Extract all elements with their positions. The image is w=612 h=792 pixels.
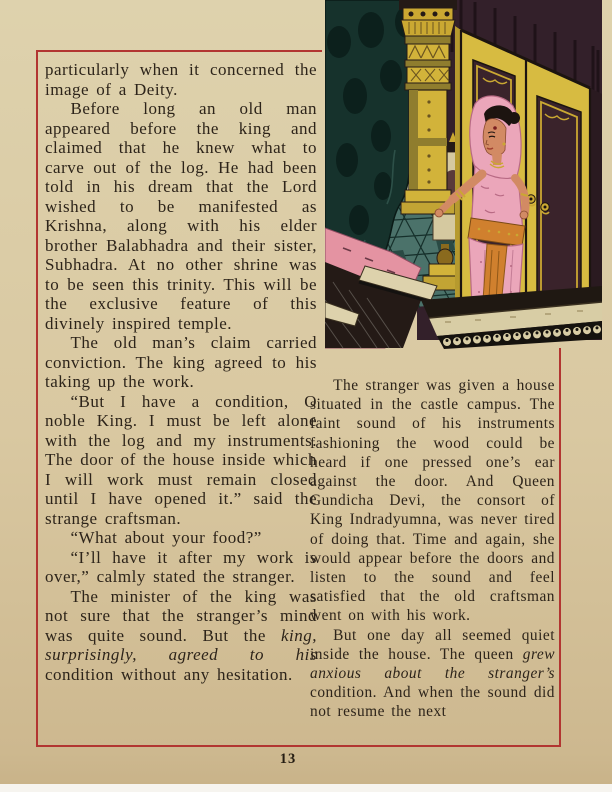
right-text-column (310, 376, 555, 744)
panel-frame-top (36, 50, 322, 52)
text-segment: But one day all seemed quiet inside the house. The queen (310, 626, 555, 663)
palace-illustration (325, 0, 602, 349)
page-number: 13 (279, 751, 297, 767)
paragraph (45, 548, 317, 587)
text-segment: condition without any hesitation. (45, 664, 293, 684)
text-segment: The stranger was given a house situated in the castle campus. The faint sound of his instruments fashioning the wood could be heard if one pressed one’s ear against the door. And Queen Gundicha Devi, the consort of King Indradyumna, was never tired of doing that. Time and again, she would appear before the doors and listen to the sound and feel satisfied that the old craftsman went on with his work. (310, 377, 555, 625)
text-segment: Before long an old man appeared before the king and claimed that he knew what to carve out of the log. He had been told in his dream that the Lord wished to be manifested as Krishna, along with his elder brother Balabhadra and their sister, Subhadra. At no other shrine was to be seen this trinity. This will be the exclusive feature of this divinely inspired temple. (45, 99, 317, 333)
paragraph (45, 528, 317, 548)
panel-frame-right (559, 348, 561, 747)
text-segment: “But I have a condition, O noble King. I must be left alone with the log and my instruments. The door of the house inside which I will work must remain closed until I have opened it.” said the strange craftsman. (45, 391, 317, 528)
paragraph (45, 333, 317, 392)
italic-text-segment: grew anxious about the stranger’s (310, 645, 555, 683)
paragraph (45, 99, 317, 333)
paragraph (310, 376, 555, 626)
paragraph (45, 60, 317, 99)
text-segment: condition. And when the sound did not resume the next (310, 684, 555, 721)
left-text-column (45, 60, 317, 744)
paragraph (45, 587, 317, 685)
text-segment: particularly when it concerned the image of a Deity. (45, 60, 317, 99)
panel-frame-bottom (36, 745, 561, 747)
text-segment: “What about your food?” (70, 528, 262, 547)
panel-frame-left (36, 50, 38, 747)
paragraph (45, 392, 317, 529)
text-segment: The old man’s claim carried conviction. The king agreed to his taking up the work. (45, 333, 317, 391)
text-segment: “I’ll have it after my work is over,” calmly stated the stranger. (45, 547, 317, 586)
italic-text-segment: king, surprisingly, agreed to his (45, 625, 317, 664)
paragraph (310, 626, 555, 722)
text-segment: The minister of the king was not sure that the stranger’s mind was quite sound. But the (45, 586, 317, 645)
